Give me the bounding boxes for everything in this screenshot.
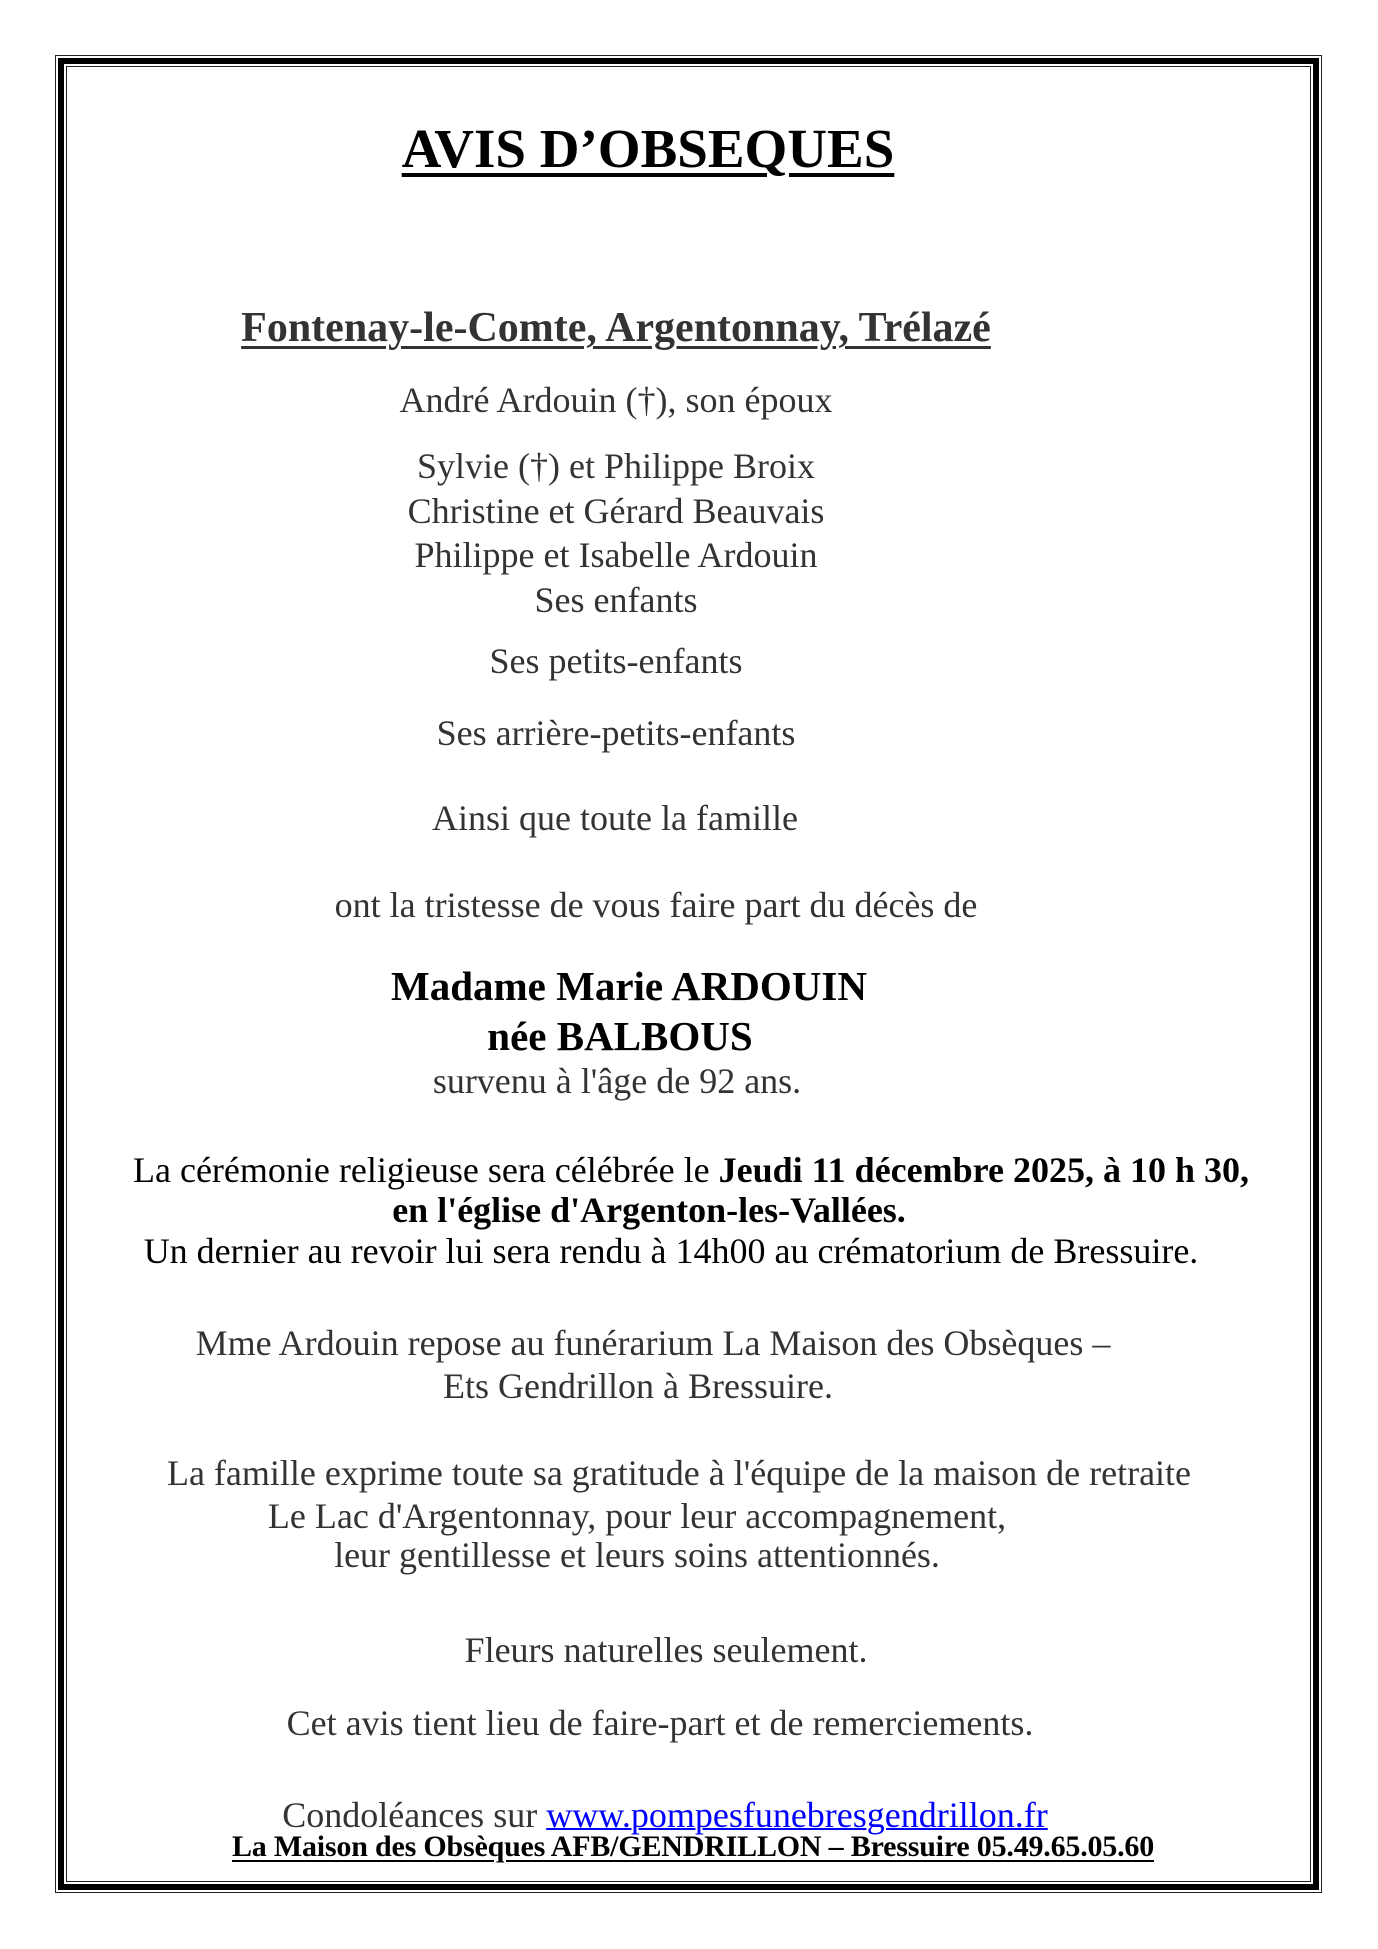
ceremony-intro: La cérémonie religieuse sera célébrée le — [133, 1150, 719, 1190]
funeral-home-footer: La Maison des Obsèques AFB/GENDRILLON – Bressuire 05.49.65.05.60 — [231, 1830, 1155, 1863]
ceremony-line — [133, 1152, 1249, 1188]
repose-line: Ets Gendrillon à Bressuire. — [443, 1366, 833, 1406]
age-line: survenu à l'âge de 92 ans. — [432, 1061, 802, 1101]
gratitude-line: leur gentillesse et leurs soins attentionnés. — [334, 1535, 940, 1575]
child-line: Philippe et Isabelle Ardouin — [414, 535, 818, 575]
announcement-line: ont la tristesse de vous faire part du décès de — [334, 885, 978, 925]
maiden-name: née BALBOUS — [487, 1013, 753, 1059]
locations-heading: Fontenay-le-Comte, Argentonnay, Trélazé — [241, 305, 991, 351]
ceremony-date-time: Jeudi 11 décembre 2025, à 10 h 30, — [718, 1150, 1249, 1190]
family-line: Ainsi que toute la famille — [432, 798, 798, 838]
great-grandchildren-line: Ses arrière-petits-enfants — [436, 713, 796, 753]
condolences-link[interactable]: www.pompesfunebresgendrillon.fr — [546, 1795, 1048, 1835]
gratitude-line: Le Lac d'Argentonnay, pour leur accompagnement, — [267, 1496, 1007, 1536]
child-line: Sylvie (†) et Philippe Broix — [417, 446, 815, 486]
child-line: Christine et Gérard Beauvais — [407, 491, 825, 531]
grandchildren-line: Ses petits-enfants — [489, 641, 743, 681]
notice-title: AVIS D’OBSEQUES — [401, 118, 895, 179]
farewell-line: Un dernier au revoir lui sera rendu à 14h00 au crématorium de Bressuire. — [143, 1231, 1199, 1271]
husband-line: André Ardouin (†), son époux — [399, 380, 833, 420]
deceased-name: Madame Marie ARDOUIN — [391, 963, 867, 1009]
condolences-label: Condoléances sur — [282, 1795, 547, 1835]
flowers-line: Fleurs naturelles seulement. — [464, 1630, 868, 1670]
children-label: Ses enfants — [534, 580, 698, 620]
notice-note: Cet avis tient lieu de faire-part et de remerciements. — [286, 1703, 1034, 1743]
ceremony-place: en l'église d'Argenton-les-Vallées. — [392, 1190, 906, 1230]
gratitude-line: La famille exprime toute sa gratitude à l'équipe de la maison de retraite — [166, 1453, 1192, 1493]
repose-line: Mme Ardouin repose au funérarium La Maison des Obsèques – — [195, 1323, 1111, 1363]
condolences-line — [282, 1797, 1047, 1833]
